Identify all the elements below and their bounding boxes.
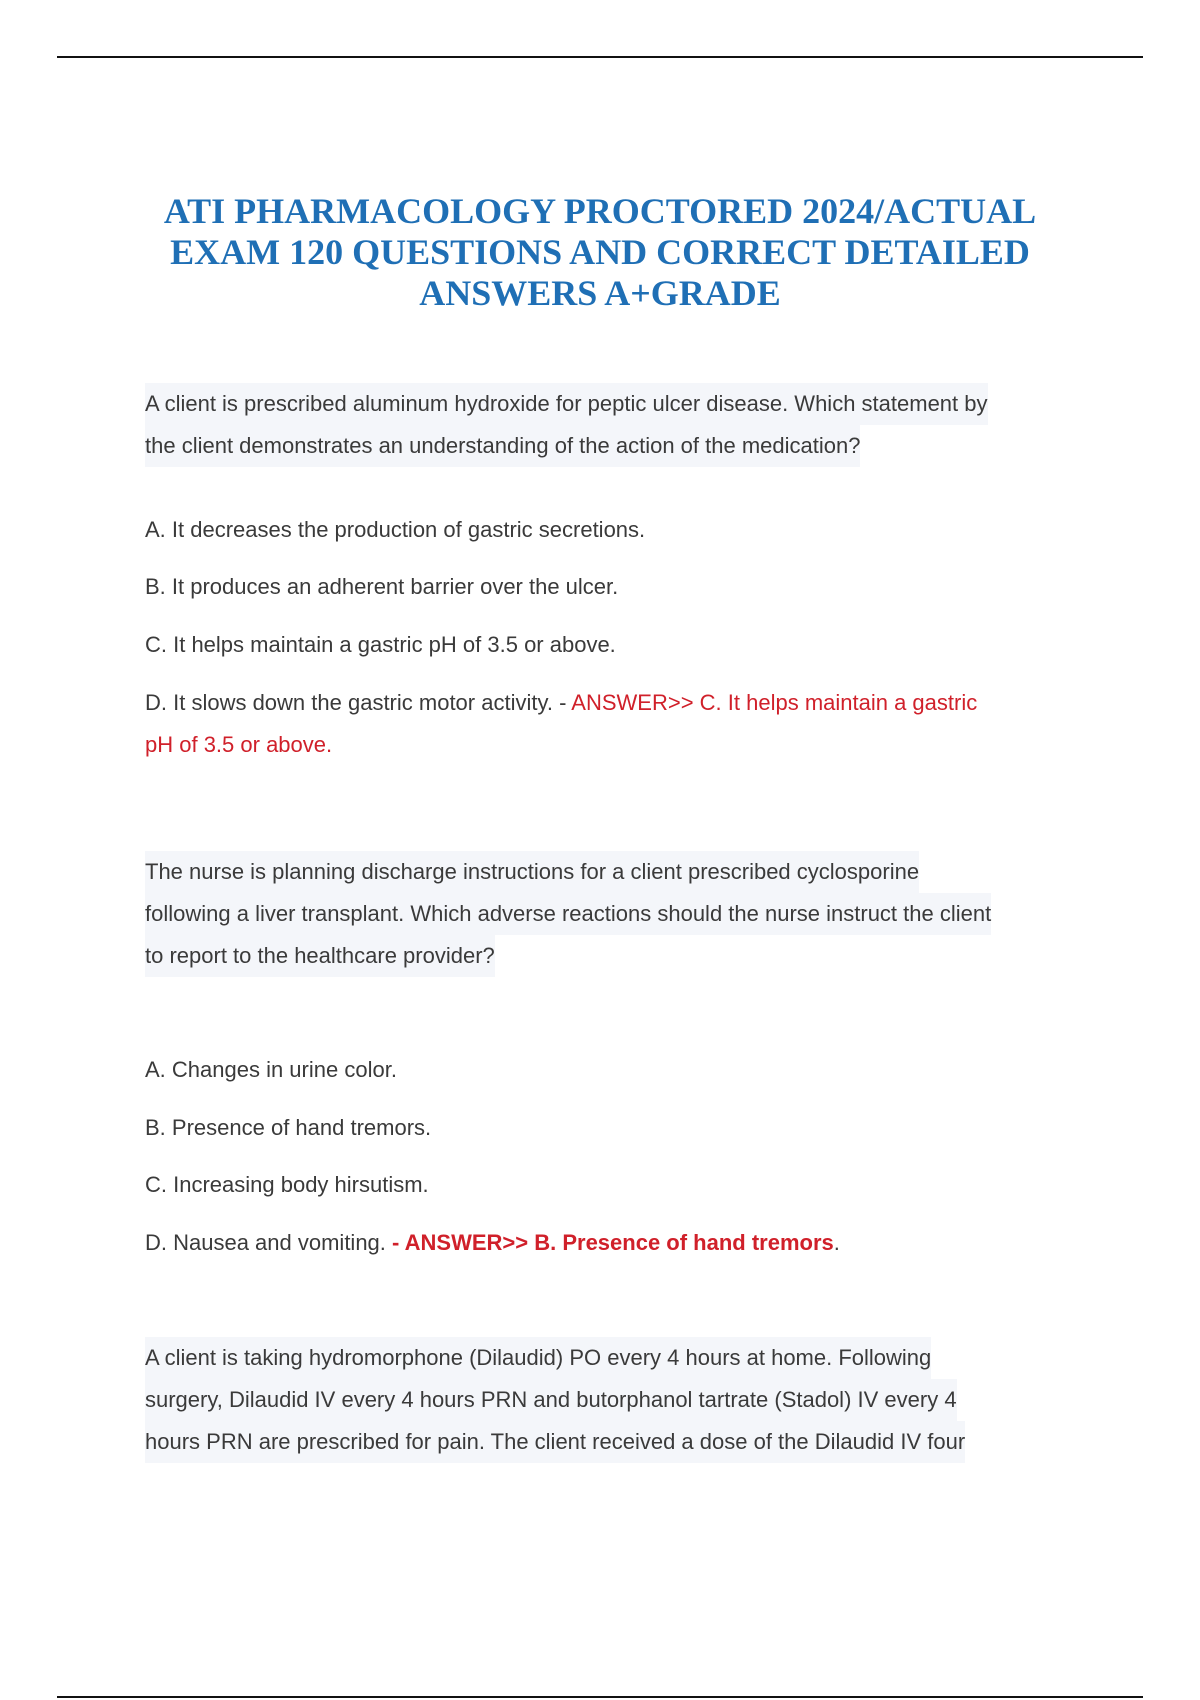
option-d — [145, 682, 1085, 724]
bottom-rule — [57, 1696, 1143, 1698]
answer-suffix: . — [833, 1230, 840, 1255]
option-b: B. It produces an adherent barrier over the ulcer. — [145, 574, 619, 599]
option-c: C. Increasing body hirsutism. — [145, 1172, 429, 1197]
option-a: A. Changes in urine color. — [145, 1057, 397, 1082]
option-d-text: D. Nausea and vomiting. — [145, 1230, 386, 1255]
stem-line: hours PRN are prescribed for pain. The client received a dose of the Dilaudid IV four — [145, 1421, 965, 1463]
answer-text: - ANSWER>> B. Presence of hand tremors — [385, 1230, 834, 1255]
stem-line: to report to the healthcare provider? — [145, 935, 495, 977]
answer-text-continued: pH of 3.5 or above. — [145, 732, 333, 757]
title-line: EXAM 120 QUESTIONS AND CORRECT DETAILED — [170, 232, 1030, 272]
option-c: C. It helps maintain a gastric pH of 3.5 or above. — [145, 632, 616, 657]
document-title — [130, 191, 1070, 314]
stem-line: A client is prescribed aluminum hydroxide for peptic ulcer disease. Which statement by — [145, 383, 988, 425]
stem-line: the client demonstrates an understanding of the action of the medication? — [145, 425, 860, 467]
question-stem — [145, 1337, 1085, 1463]
question-stem — [145, 851, 1085, 977]
stem-line: The nurse is planning discharge instructions for a client prescribed cyclosporine — [145, 851, 919, 893]
question-1 — [145, 383, 1085, 766]
stem-line: surgery, Dilaudid IV every 4 hours PRN and butorphanol tartrate (Stadol) IV every 4 — [145, 1379, 957, 1421]
question-3 — [145, 1337, 1085, 1463]
stem-line: A client is taking hydromorphone (Dilaudid) PO every 4 hours at home. Following — [145, 1337, 931, 1379]
option-b: B. Presence of hand tremors. — [145, 1115, 432, 1140]
answer-separator: - — [552, 690, 572, 715]
option-d — [145, 1222, 1085, 1264]
answer-text: ANSWER>> C. It helps maintain a gastric — [571, 690, 978, 715]
question-2 — [145, 851, 1085, 1264]
stem-line: following a liver transplant. Which adverse reactions should the nurse instruct the client — [145, 893, 991, 935]
option-a: A. It decreases the production of gastric secretions. — [145, 517, 646, 542]
title-line: ANSWERS A+GRADE — [419, 273, 781, 313]
option-d-text: D. It slows down the gastric motor activity. — [145, 690, 553, 715]
top-rule — [57, 56, 1143, 58]
question-stem — [145, 383, 1085, 467]
title-line: ATI PHARMACOLOGY PROCTORED 2024/ACTUAL — [163, 191, 1037, 231]
